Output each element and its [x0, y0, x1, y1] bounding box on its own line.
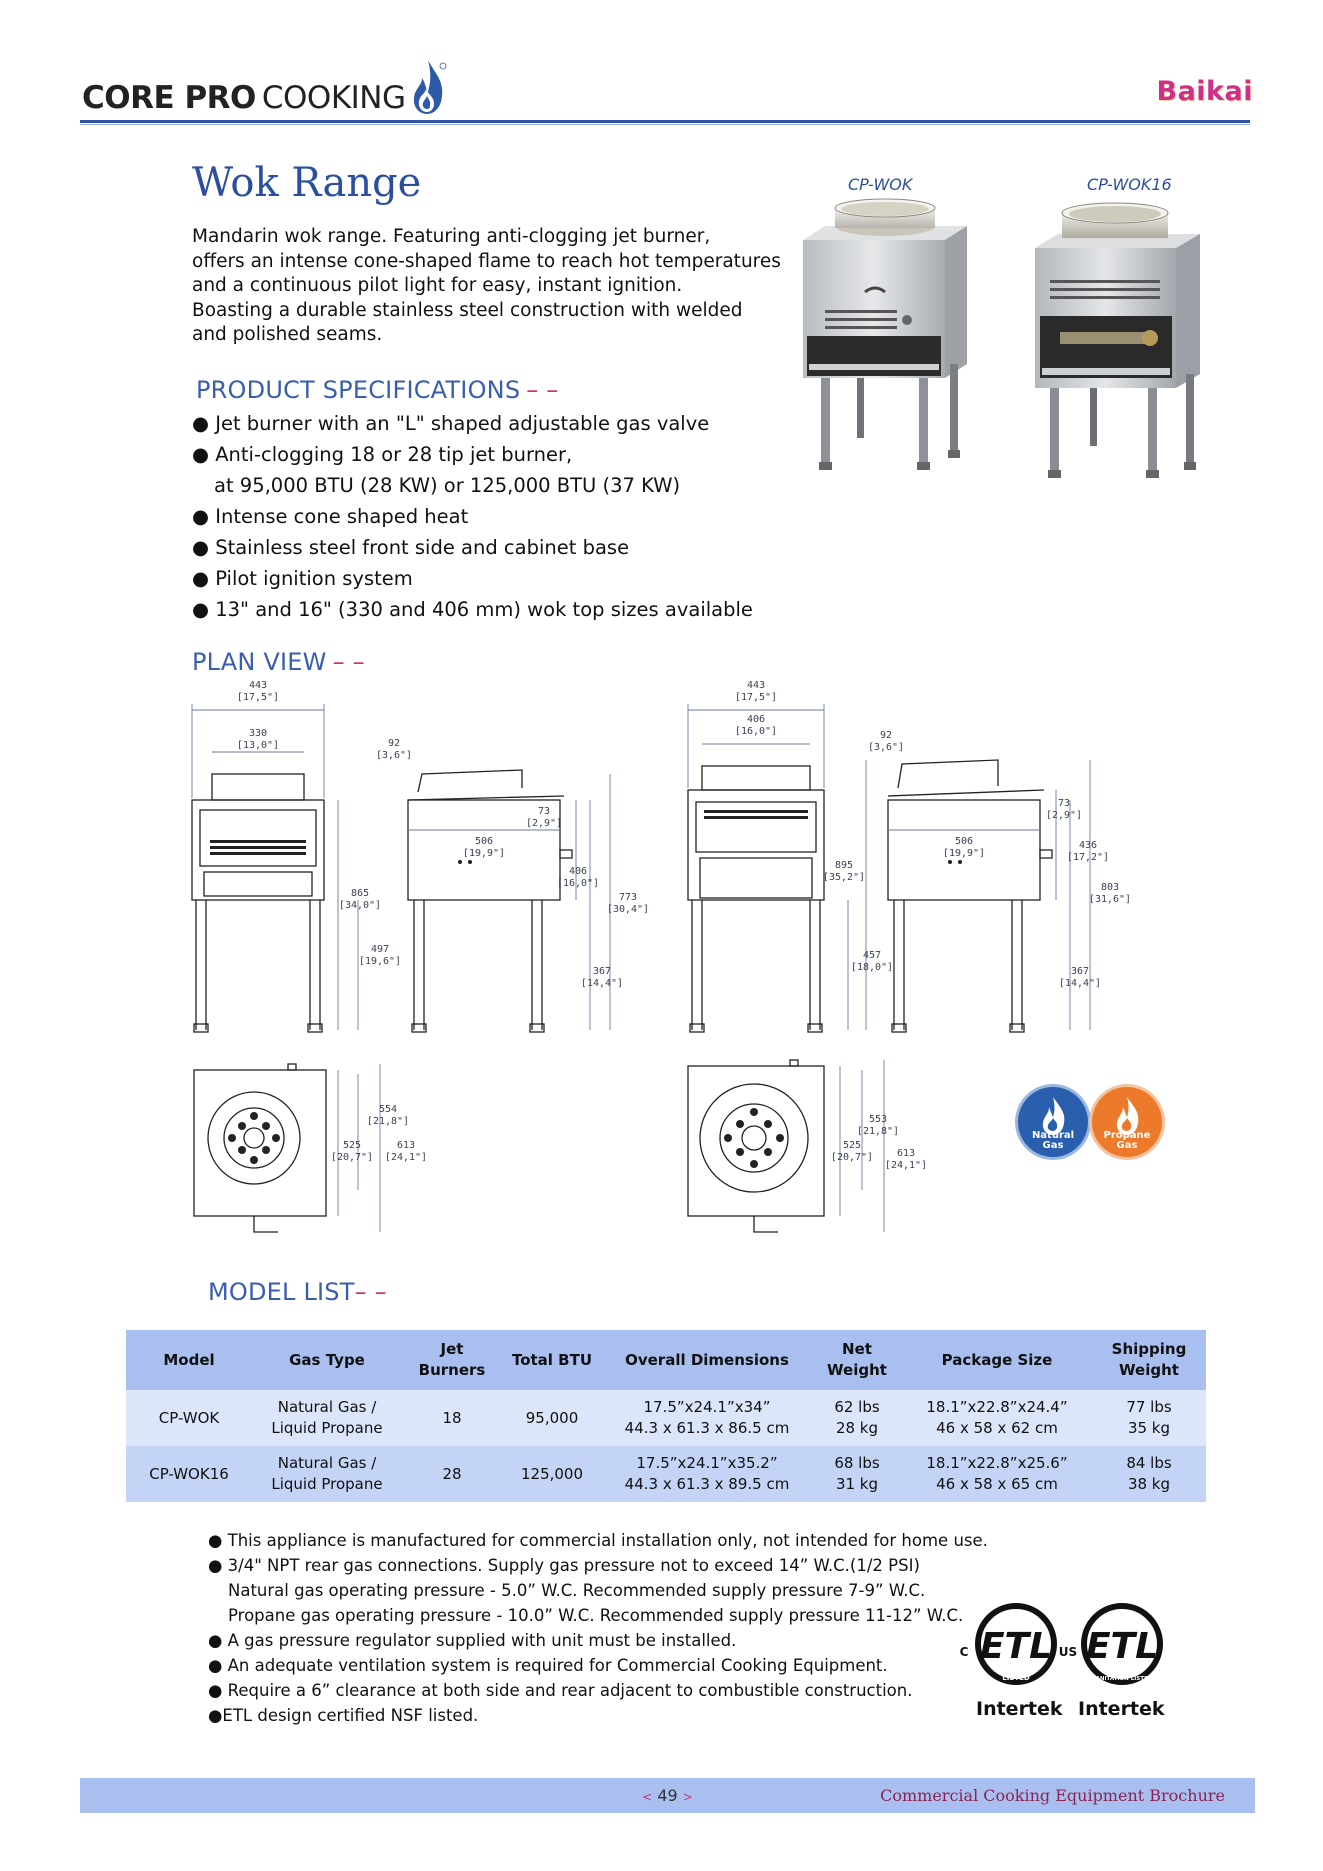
dim-label: 553 [868, 1114, 888, 1125]
dim-label: [24,1"] [384, 1152, 428, 1163]
intro-line: Mandarin wok range. Featuring anti-clogging jet burner, [192, 226, 711, 247]
dim-label: 497 [370, 944, 390, 955]
model-table [126, 1330, 1206, 1502]
note-item: ● 3/4" NPT rear gas connections. Supply gas pressure not to exceed 14” W.C.(1/2 PSI) [208, 1556, 920, 1575]
dim-label: [14,4"] [1058, 978, 1102, 989]
cell-total-btu: 125,000 [502, 1446, 602, 1502]
header-text: Total BTU [511, 1350, 593, 1369]
table-row [126, 1390, 1206, 1446]
dim-label: [17,2"] [1066, 852, 1110, 863]
cell-line: 17.5”x24.1”x35.2” [636, 1454, 778, 1472]
dim-label: [18,0"] [850, 962, 894, 973]
heading-dash: – – [526, 376, 559, 404]
page-bracket: > [682, 1790, 693, 1804]
cp-wok16-product-photo [1030, 208, 1210, 493]
note-item: ● This appliance is manufactured for commercial installation only, not intended for home use. [208, 1531, 988, 1550]
dim-label: 613 [396, 1140, 416, 1151]
cell-package-size [902, 1390, 1092, 1446]
etl-listed-mark [950, 1600, 1080, 1700]
intertek-label: Intertek [976, 1698, 1063, 1720]
plan-view-heading-text: PLAN VIEW [192, 648, 327, 676]
badge-line: Propane [1103, 1130, 1151, 1141]
heading-dash: – – [354, 1278, 387, 1306]
dim-label: 613 [896, 1148, 916, 1159]
cell-line: 35 kg [1127, 1419, 1171, 1437]
dim-label: [19,6"] [358, 956, 402, 967]
cell-package-size [902, 1446, 1092, 1502]
header-divider-thin [80, 124, 1250, 125]
us-text: US [1058, 1645, 1078, 1659]
cell-line: 18.1”x22.8”x25.6” [926, 1454, 1068, 1472]
intro-line: offers an intense cone-shaped flame to reach hot temperatures [192, 250, 781, 272]
dim-label: [19,9"] [942, 848, 986, 859]
header-text: Shipping [1111, 1340, 1187, 1358]
cell-shipping-weight [1092, 1446, 1206, 1502]
model-list-heading-text: MODEL LIST [208, 1278, 355, 1306]
page-number-text: 49 [657, 1786, 678, 1805]
natural-gas-label [1018, 1131, 1088, 1151]
dim-label: 367 [1070, 966, 1090, 977]
header-total-btu [502, 1330, 602, 1390]
dim-label: [2,9"] [1045, 810, 1083, 821]
spec-item: at 95,000 BTU (28 KW) or 125,000 BTU (37 KW) [214, 474, 681, 497]
dim-label: [34,0"] [338, 900, 382, 911]
cell-shipping-weight [1092, 1390, 1206, 1446]
intro-line: Boasting a durable stainless steel construction with welded [192, 299, 743, 321]
cell-net-weight [812, 1390, 902, 1446]
footer-title: Commercial Cooking Equipment Brochure [880, 1786, 1225, 1805]
dim-label: 330 [248, 728, 268, 739]
etl-text: ETL [979, 1626, 1053, 1667]
dim-label: 506 [474, 836, 494, 847]
header-divider [80, 120, 1250, 123]
header-text: Jet [440, 1340, 464, 1358]
dim-label: 865 [350, 888, 370, 899]
note-item: Natural gas operating pressure - 5.0” W.C. Recommended supply pressure 7-9” W.C. [228, 1581, 926, 1600]
listed-text: LISTED [1002, 1674, 1030, 1682]
spec-item: ● Jet burner with an "L" shaped adjustable gas valve [192, 412, 710, 435]
header-text: Burners [418, 1361, 486, 1379]
dim-label: 773 [618, 892, 638, 903]
dim-label: [3,6"] [867, 742, 905, 753]
cell-total-btu: 95,000 [502, 1390, 602, 1446]
header-text: Gas Type [289, 1350, 365, 1369]
dim-label: [17,5"] [236, 692, 280, 703]
header-model [126, 1330, 252, 1390]
cell-model: CP-WOK16 [126, 1446, 252, 1502]
dim-label: 525 [842, 1140, 862, 1151]
dim-label: [20,7"] [330, 1152, 374, 1163]
dim-label: [31,6"] [1088, 894, 1132, 905]
header-text: Net [842, 1340, 872, 1358]
dim-label: [35,2"] [822, 872, 866, 883]
badge-line: Gas [1042, 1140, 1064, 1151]
cell-line: 31 kg [835, 1475, 879, 1493]
cell-line: 62 lbs [834, 1398, 880, 1416]
dim-label: [30,4"] [606, 904, 650, 915]
header-gas-type [252, 1330, 402, 1390]
spec-item: ● 13" and 16" (330 and 406 mm) wok top sizes available [192, 598, 753, 621]
product-intro [192, 225, 792, 348]
intro-line: and polished seams. [192, 324, 383, 345]
dim-label: [24,1"] [884, 1160, 928, 1171]
dim-label: 73 [537, 806, 551, 817]
plan-view-heading [192, 648, 365, 676]
header-package-size [902, 1330, 1092, 1390]
dim-label: 895 [834, 860, 854, 871]
dim-label: 73 [1057, 798, 1071, 809]
cell-overall-dimensions [602, 1446, 812, 1502]
dim-label: [20,7"] [830, 1152, 874, 1163]
dim-label: [14,4"] [580, 978, 624, 989]
cell-line: 77 lbs [1126, 1398, 1172, 1416]
core-pro-cooking-logo [82, 54, 446, 114]
cell-overall-dimensions [602, 1390, 812, 1446]
dim-label: [3,6"] [375, 750, 413, 761]
model-label-cp-wok16: CP-WOK16 [1087, 175, 1172, 194]
page-bracket: < [642, 1790, 653, 1804]
note-item: ● Require a 6” clearance at both side and rear adjacent to combustible construction. [208, 1681, 913, 1700]
dim-label: [19,9"] [462, 848, 506, 859]
cell-jet-burners: 28 [402, 1446, 502, 1502]
dim-label: [21,8"] [856, 1126, 900, 1137]
header-jet-burners [402, 1330, 502, 1390]
dim-label: 554 [378, 1104, 398, 1115]
natural-gas-badge [1018, 1087, 1088, 1157]
cell-line: 44.3 x 61.3 x 89.5 cm [624, 1475, 790, 1493]
cell-line: 38 kg [1127, 1475, 1171, 1493]
note-item: ● A gas pressure regulator supplied with unit must be installed. [208, 1631, 737, 1650]
header-overall-dimensions [602, 1330, 812, 1390]
cell-line: Liquid Propane [271, 1419, 383, 1437]
dim-label: 406 [746, 714, 766, 725]
dim-label: 443 [248, 680, 268, 691]
dim-label: [13,0"] [236, 740, 280, 751]
propane-gas-label [1092, 1131, 1162, 1151]
logo-core-text: CORE PRO [82, 80, 256, 116]
header-net-weight [812, 1330, 902, 1390]
header-text: Weight [827, 1361, 887, 1379]
dim-label: 436 [1078, 840, 1098, 851]
cell-line: 17.5”x24.1”x34” [643, 1398, 771, 1416]
plan-view-drawings [192, 680, 1152, 1250]
cell-line: 46 x 58 x 62 cm [936, 1419, 1058, 1437]
dim-label: 406 [568, 866, 588, 877]
specs-heading [196, 376, 559, 404]
logo-cooking-text: COOKING [261, 80, 406, 116]
etl-text: ETL [1085, 1626, 1159, 1667]
spec-item: ● Pilot ignition system [192, 567, 413, 590]
dim-label: 443 [746, 680, 766, 691]
spec-item: ● Intense cone shaped heat [192, 505, 469, 528]
etl-sanitation-mark [1066, 1600, 1176, 1700]
table-header-row [126, 1330, 1206, 1390]
specs-heading-text: PRODUCT SPECIFICATIONS [196, 376, 521, 404]
sanitation-text: SANITATION LISTED [1091, 1676, 1153, 1682]
note-item: Propane gas operating pressure - 10.0” W.C. Recommended supply pressure 11-12” W.C. [228, 1606, 964, 1625]
intro-line: and a continuous pilot light for easy, instant ignition. [192, 275, 683, 296]
badge-line: Natural [1031, 1130, 1075, 1141]
cell-line: 84 lbs [1126, 1454, 1172, 1472]
notes-list [208, 1528, 988, 1728]
cell-model: CP-WOK [126, 1390, 252, 1446]
header-shipping-weight [1092, 1330, 1206, 1390]
dim-label: 506 [954, 836, 974, 847]
dim-label: [2,9"] [525, 818, 563, 829]
header-text: Overall Dimensions [625, 1350, 789, 1369]
table-row [126, 1446, 1206, 1502]
cell-jet-burners: 18 [402, 1390, 502, 1446]
spec-list [192, 408, 753, 625]
cell-line: Natural Gas / [277, 1454, 377, 1472]
header-text: Weight [1119, 1361, 1179, 1379]
note-item: ●ETL design certified NSF listed. [208, 1706, 479, 1725]
cell-line: Natural Gas / [277, 1398, 377, 1416]
dim-label: 92 [387, 738, 401, 749]
spec-item: ● Stainless steel front side and cabinet base [192, 536, 630, 559]
dim-label: [16,0"] [556, 878, 600, 889]
spec-item: ● Anti-clogging 18 or 28 tip jet burner, [192, 443, 573, 466]
intertek-label: Intertek [1078, 1698, 1165, 1720]
dim-label: 92 [879, 730, 893, 741]
cell-line: Liquid Propane [271, 1475, 383, 1493]
dim-label: 525 [342, 1140, 362, 1151]
header-text: Model [163, 1350, 215, 1369]
dim-label: [21,8"] [366, 1116, 410, 1127]
cell-gas-type [252, 1446, 402, 1502]
note-item: ● An adequate ventilation system is required for Commercial Cooking Equipment. [208, 1656, 888, 1675]
dim-label: [17,5"] [734, 692, 778, 703]
dim-label: 367 [592, 966, 612, 977]
cell-net-weight [812, 1446, 902, 1502]
cell-gas-type [252, 1390, 402, 1446]
dim-label: 803 [1100, 882, 1120, 893]
cell-line: 68 lbs [834, 1454, 880, 1472]
cell-line: 28 kg [835, 1419, 879, 1437]
cell-line: 46 x 58 x 65 cm [936, 1475, 1058, 1493]
flame-icon [410, 58, 446, 116]
heading-dash: – – [332, 648, 365, 676]
dim-label: [16,0"] [734, 726, 778, 737]
cp-wok-product-photo [795, 200, 975, 485]
page-title: Wok Range [192, 160, 422, 206]
header-text: Package Size [941, 1350, 1053, 1369]
propane-gas-badge [1092, 1087, 1162, 1157]
brand-logo-baikai: Baikai [1156, 76, 1253, 107]
badge-line: Gas [1116, 1140, 1138, 1151]
cell-line: 18.1”x22.8”x24.4” [926, 1398, 1068, 1416]
cell-line: 44.3 x 61.3 x 86.5 cm [624, 1419, 790, 1437]
footer-bar [80, 1778, 1255, 1813]
model-list-heading [208, 1278, 387, 1306]
model-label-cp-wok: CP-WOK [848, 175, 913, 194]
c-text: C [959, 1645, 969, 1659]
dim-label: 457 [862, 950, 882, 961]
